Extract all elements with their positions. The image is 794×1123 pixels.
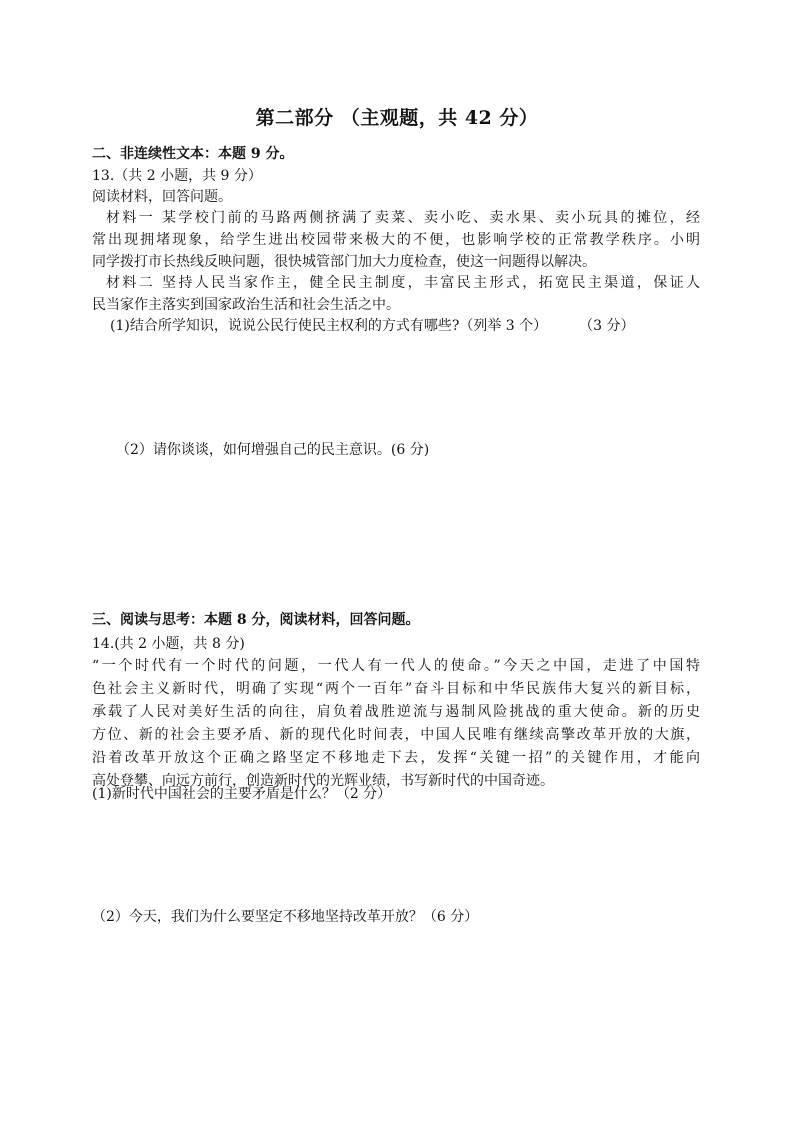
q14-sub-question-1: (1)新时代中国社会的主要矛盾是什么？（2 分） [92, 786, 392, 802]
q14-sub-question-2: （2）今天，我们为什么要坚定不移地坚持改革开放？（6 分） [92, 909, 479, 925]
part2-heading: 二、非连续性文本：本题 9 分。 [92, 146, 294, 162]
q14-number: 14.(共 2 小题，共 8 分) [92, 636, 245, 652]
section-title: 第二部分 （主观题，共 42 分） [255, 107, 539, 129]
q14-passage-line: 色社会主义新时代，明确了实现“两个一百年”奋斗目标和中华民族伟大复兴的新目标， [92, 681, 700, 697]
q14-passage-line: “一个时代有一个时代的问题，一代人有一代人的使命。”今天之中国，走进了中国特 [92, 658, 700, 674]
q13-material2-line: 材料二 坚持人民当家作主，健全民主制度，丰富民主形式，拓宽民主渠道，保证人 [106, 275, 700, 291]
q14-passage-line: 方位、新的社会主要矛盾、新的现代化时间表，中国人民唯有继续高擎改革开放的大旗， [92, 727, 700, 743]
q13-material1-line: 同学拨打市长热线反映问题，很快城管部门加大力度检查，使这一问题得以解决。 [92, 254, 596, 270]
q13-instruction: 阅读材料，回答问题。 [92, 189, 232, 205]
q13-sub1-text: (1)结合所学知识，说说公民行使民主权利的方式有哪些?（列举 3 个） [110, 318, 548, 334]
q13-sub1-score: （3 分） [579, 318, 635, 334]
q13-sub-question-1 [110, 316, 730, 337]
q14-passage-line: 沿着改革开放这个正确之路坚定不移地走下去，发挥“关键一招”的关键作用，才能向 [92, 750, 700, 766]
q14-passage-line: 高处登攀、向远方前行，创造新时代的光辉业绩，书写新时代的中国奇迹。 [92, 773, 554, 789]
q14-passage-line: 承载了人民对美好生活的向往，肩负着战胜逆流与遏制风险挑战的重大使命。新的历史 [92, 704, 700, 720]
q13-material1-line: 材料一 某学校门前的马路两侧挤满了卖菜、卖小吃、卖水果、卖小玩具的摊位，经 [106, 210, 700, 226]
part3-heading: 三、阅读与思考：本题 8 分，阅读材料，回答问题。 [92, 612, 420, 628]
q13-material1-line: 常出现拥堵现象，给学生进出校园带来极大的不便，也影响学校的正常教学秩序。小明 [92, 232, 700, 248]
q13-material2-line: 民当家作主落实到国家政治生活和社会生活之中。 [92, 297, 400, 313]
q13-number: 13.（共 2 小题，共 9 分） [92, 168, 262, 184]
q13-sub-question-2: （2）请你谈谈，如何增强自己的民主意识。(6 分) [116, 442, 430, 458]
